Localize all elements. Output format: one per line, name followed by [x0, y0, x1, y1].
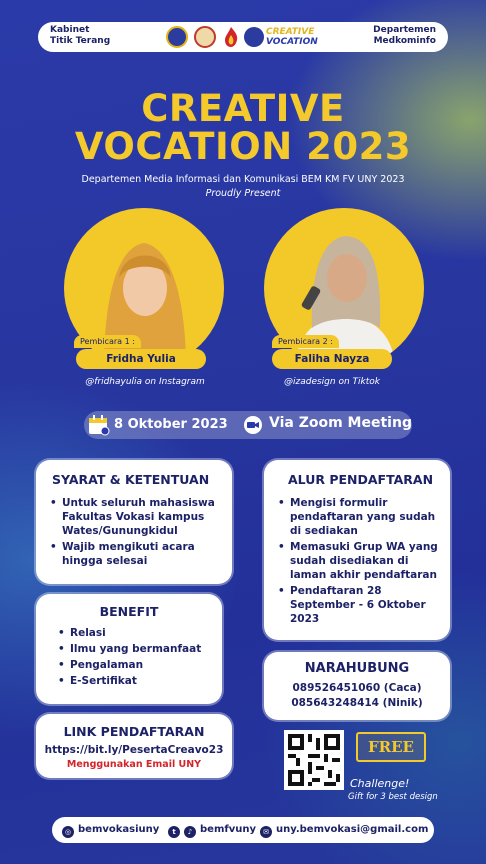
organizer-subtitle: Departemen Media Informasi dan Komunikasi BEM KM FV UNY 2023: [81, 174, 405, 185]
contact-phone-1: 089526451060 (Caca): [292, 682, 422, 694]
flame-logo-icon: [222, 26, 240, 52]
department-label: Departemen Medkominfo: [373, 25, 436, 46]
tiktok-icon: ♪: [184, 826, 196, 838]
speaker-1-label: Pembicara 1 :: [74, 335, 141, 348]
list-item: • Ilmu yang bermanfaat: [58, 642, 218, 656]
benefit-list: [58, 626, 218, 690]
list-item: • Pendaftaran 28 September - 6 Oktober 2023: [278, 584, 444, 626]
qr-code-icon[interactable]: [284, 730, 344, 790]
event-venue: Via Zoom Meeting: [269, 415, 412, 431]
calendar-icon: [88, 414, 110, 440]
speaker-1-name: Fridha Yulia: [76, 349, 206, 369]
brand-wordmark: CREATIVE VOCATION: [266, 27, 318, 47]
email-icon: ✉: [260, 826, 272, 838]
event-title-line1: CREATIVE: [141, 87, 345, 130]
registration-link-url[interactable]: https://bit.ly/PesertaCreavo23: [44, 744, 224, 756]
registration-link-title: LINK PENDAFTARAN: [63, 724, 205, 739]
registration-link-card: [36, 714, 232, 778]
list-item: • Wajib mengikuti acara hingga selesai: [50, 540, 226, 568]
list-item: • Memasuki Grup WA yang sudah disediakan di laman akhir pendaftaran: [278, 540, 444, 582]
event-title-line2: VOCATION 2023: [74, 125, 412, 168]
requirements-title: SYARAT & KETENTUAN: [52, 472, 210, 487]
list-item: • Untuk seluruh mahasiswa Fakultas Vokasi kampus Wates/Gunungkidul: [50, 496, 226, 538]
video-camera-icon: [244, 416, 262, 434]
gift-text: Gift for 3 best design: [348, 792, 438, 802]
twitter-icon: t: [168, 826, 180, 838]
instagram-icon: ◎: [62, 826, 74, 838]
registration-flow-card: [264, 460, 450, 640]
speaker-1-handle: @fridhayulia on Instagram: [85, 377, 205, 387]
registration-note: Menggunakan Email UNY: [66, 759, 202, 770]
uny-logo-icon: [166, 26, 188, 48]
presents-text: Proudly Present: [205, 188, 281, 199]
social-footer: [52, 817, 434, 843]
registration-flow-title: ALUR PENDAFTARAN: [288, 472, 434, 487]
list-item: • Relasi: [58, 626, 218, 640]
registration-flow-list: [278, 496, 444, 628]
header-bar: [38, 22, 448, 52]
instagram-link[interactable]: ◎ bemvokasiuny: [62, 817, 159, 843]
contact-card: [264, 652, 450, 720]
contact-phone-2: 085643248414 (Ninik): [291, 697, 423, 709]
creavo-logo-icon: [244, 27, 264, 47]
list-item: • Mengisi formulir pendaftaran yang sudah di sediakan: [278, 496, 444, 538]
list-item: • Pengalaman: [58, 658, 218, 672]
cabinet-label: Kabinet Titik Terang: [50, 25, 111, 46]
contact-title: NARAHUBUNG: [304, 661, 410, 676]
free-badge: FREE: [356, 732, 426, 762]
twitter-tiktok-link[interactable]: t ♪ bemfvuny: [168, 817, 256, 843]
benefit-title: BENEFIT: [99, 604, 159, 619]
list-item: • E-Sertifikat: [58, 674, 218, 688]
event-date: 8 Oktober 2023: [114, 417, 228, 432]
speaker-2-name: Faliha Nayza: [272, 349, 392, 369]
challenge-text: Challenge!: [350, 777, 410, 790]
benefit-card: [36, 594, 222, 704]
requirements-card: [36, 460, 232, 584]
speaker-2-handle: @izadesign on Tiktok: [284, 377, 380, 387]
bem-logo-icon: [194, 26, 216, 48]
event-info-bar: [84, 411, 412, 439]
email-link[interactable]: ✉ uny.bemvokasi@gmail.com: [260, 817, 428, 843]
speaker-2-label: Pembicara 2 :: [272, 335, 339, 348]
requirements-list: [50, 496, 226, 570]
